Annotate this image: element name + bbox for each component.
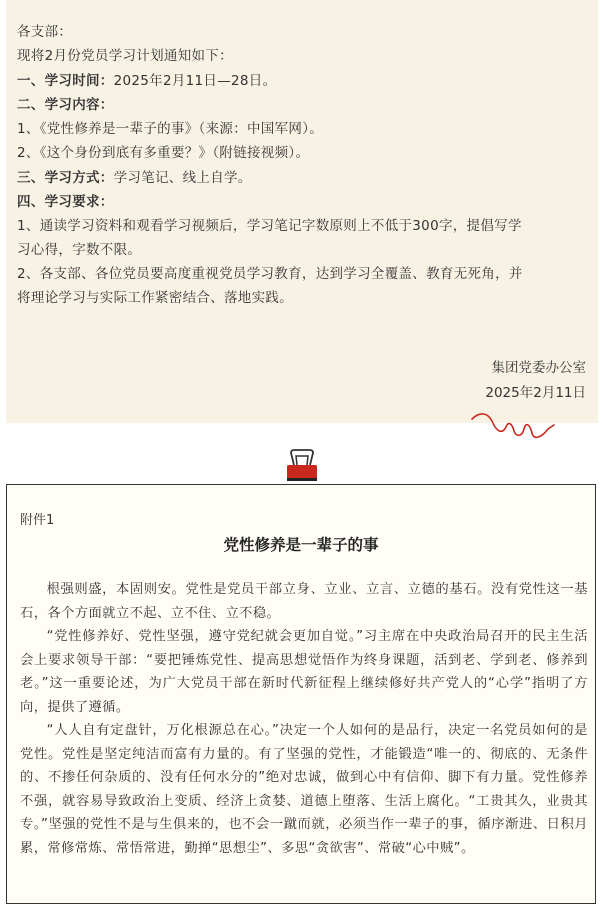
signature-block: [485, 356, 586, 405]
section-requirements-label: 四、学习要求：: [17, 194, 114, 211]
article-paragraph-1: 根强则盛，本固则安。党性是党员干部立身、立业、立言、立德的基石。没有党性这一基石，各个方面就立不起、立不住、立不稳。: [20, 582, 588, 621]
content-item-1: 1、《党性修养是一辈子的事》（来源：中国军网）。: [17, 121, 324, 138]
notice-intro: 现将2月份党员学习计划通知如下：: [17, 48, 233, 65]
section-method-value: 学习笔记、线上自学。: [113, 169, 252, 186]
article-body: [20, 578, 588, 860]
section-method: [17, 166, 591, 190]
section-method-label: 三、学习方式：: [17, 169, 114, 186]
notice-greeting: 各支部：: [17, 24, 73, 40]
article-paragraph-2: “党性修养好、党性坚强，遵守党纪就会更加自觉。”习主席在中央政治局召开的民主生活会上要求领导干部：“要把锤炼党性、提高思想觉悟作为终身课题，活到老、学到老、修养到老。”这一重要论述，为广大党员干部在新时代新征程上继续修好共产党人的“心学”指明了方向，提供了遵循。: [20, 629, 588, 715]
section-time-label: 一、学习时间：: [17, 72, 114, 89]
content-item-2: 2、《这个身份到底有多重要？》（附链接视频）。: [17, 145, 310, 162]
section-time-value: 2025年2月11日—28日。: [113, 72, 277, 89]
article-title: 党性修养是一辈子的事: [223, 536, 379, 554]
signature-org: 集团党委办公室: [491, 360, 586, 376]
signature-date: 2025年2月11日: [485, 384, 586, 401]
notice-panel: [6, 0, 598, 423]
attachment-article: [6, 484, 596, 904]
requirement-2-line-2: 将理论学习与实际工作紧密结合、落地实践。: [17, 290, 293, 307]
section-time: [17, 69, 591, 93]
notice-body: [17, 20, 591, 310]
requirement-1-line-1: 1、通读学习资料和观看学习视频后，学习笔记字数原则上不低于300字，提倡写学: [17, 218, 522, 235]
squiggle-icon: [470, 407, 556, 447]
binder-clip-icon: [283, 449, 321, 485]
attachment-label: 附件1: [20, 513, 55, 528]
requirement-1-line-2: 习心得，字数不限。: [17, 242, 142, 259]
requirement-2-line-1: 2、各支部、各位党员要高度重视党员学习教育，达到学习全覆盖、教育无死角，并: [17, 266, 523, 283]
section-content-label: 二、学习内容：: [17, 96, 114, 113]
article-paragraph-3: “人人自有定盘针，万化根源总在心。”决定一个人如何的是品行，决定一名党员如何的是党性。党性是坚定纯洁而富有力量的。有了坚强的党性，才能锻造“唯一的、彻底的、无条件的、不掺任何杂质的、没有任何水分的”绝对忠诚，做到心中有信仰、脚下有力量。党性修养不强，就容易导致政治上变质、经济上贪婪、道德上堕落、生活上腐化。“工贵其久，业贵其专。”坚强的党性不是与生俱来的，也不会一蹴而就，必须当作一辈子的事，循序渐进、日积月累，常修常炼、常悟常进，勤掸“思想尘”、多思“贪欲害”、常破“心中贼”。: [20, 723, 588, 856]
